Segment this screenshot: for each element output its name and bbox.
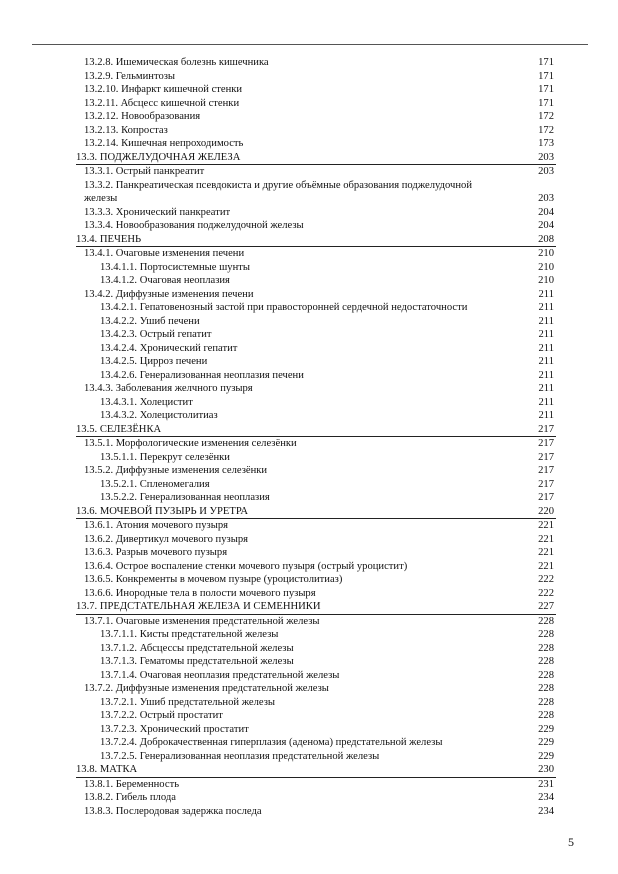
- toc-entry-page: 227: [538, 601, 554, 612]
- toc-entry-label: 13.7.2.2. Острый простатит: [100, 710, 223, 721]
- toc-entry-page: 208: [538, 233, 554, 245]
- toc-entry[interactable]: [76, 587, 556, 601]
- toc-entry[interactable]: [76, 669, 556, 683]
- toc-entry[interactable]: [76, 736, 556, 750]
- toc-entry[interactable]: [76, 478, 556, 492]
- toc-entry-label: 13.2.10. Инфаркт кишечной стенки: [84, 84, 243, 95]
- toc-entry[interactable]: [76, 247, 556, 261]
- toc-entry-page: 203: [538, 166, 554, 177]
- toc-entry[interactable]: [76, 615, 556, 629]
- toc-entry-label: 13.7. ПРЕДСТАТЕЛЬНАЯ ЖЕЛЕЗА И СЕМЕННИКИ: [76, 601, 321, 612]
- toc-section-entry[interactable]: [76, 151, 556, 166]
- toc-entry-page: 228: [538, 642, 554, 654]
- toc-section-entry[interactable]: [76, 423, 556, 438]
- toc-entry-page: 231: [538, 778, 554, 790]
- toc-entry-page: 217: [538, 423, 554, 435]
- toc-entry[interactable]: [76, 56, 556, 70]
- toc-entry[interactable]: [76, 288, 556, 302]
- toc-entry-label: 13.2.8. Ишемическая болезнь кишечника: [84, 57, 269, 68]
- toc-entry-label: 13.2.9. Гельминтозы: [84, 70, 176, 82]
- toc-entry-page: 222: [538, 587, 554, 599]
- toc-entry-page: 228: [538, 683, 554, 694]
- toc-entry[interactable]: [76, 165, 556, 179]
- toc-entry-page: 228: [538, 656, 554, 667]
- toc-entry-page: 211: [538, 288, 554, 300]
- toc-entry-page: 220: [538, 505, 554, 517]
- toc-entry-label: 13.3.3. Хронический панкреатит: [84, 206, 231, 218]
- toc-entry[interactable]: [76, 219, 556, 233]
- toc-entry[interactable]: [76, 83, 556, 97]
- toc-entry-label: 13.2.12. Новообразования: [84, 111, 201, 122]
- toc-entry-label: железы: [84, 193, 118, 204]
- toc-entry-page: 211: [538, 410, 554, 421]
- toc-entry-label: 13.2.14. Кишечная непроходимость: [84, 138, 244, 149]
- toc-entry-page: 221: [538, 533, 554, 545]
- toc-entry-label: 13.4.2. Диффузные изменения печени: [84, 288, 254, 300]
- toc-entry-page: 217: [538, 438, 554, 449]
- toc-entry-label: 13.7.1.3. Гематомы предстательной железы: [100, 656, 294, 667]
- toc-entry[interactable]: [76, 464, 556, 478]
- toc-entry-page: 210: [538, 248, 554, 259]
- toc-entry-label: 13.4.2.3. Острый гепатит: [100, 329, 212, 340]
- toc-entry-page: 203: [538, 151, 554, 163]
- toc-entry[interactable]: [76, 451, 556, 465]
- toc-entry-label: 13.4.3.1. Холецистит: [100, 396, 193, 408]
- toc-entry-label: 13.6.5. Конкременты в мочевом пузыре (уроцистолитиаз): [84, 574, 343, 585]
- toc-entry-label: 13.7.2.4. Доброкачественная гиперплазия (аденома) предстательной железы: [100, 737, 443, 748]
- toc-entry-label: 13.5.2.2. Генерализованная неоплазия: [100, 492, 270, 503]
- toc-entry-page: 173: [538, 138, 554, 149]
- toc-section-entry[interactable]: [76, 233, 556, 248]
- toc-entry-label: 13.2.11. Абсцесс кишечной стенки: [84, 97, 240, 109]
- toc-entry-page: 172: [538, 124, 554, 136]
- toc-entry[interactable]: [76, 70, 556, 84]
- toc-entry-label: 13.2.13. Копростаз: [84, 124, 168, 136]
- toc-entry[interactable]: [76, 709, 556, 723]
- toc-entry-label: 13.3.1. Острый панкреатит: [84, 166, 205, 177]
- toc-entry[interactable]: [76, 778, 556, 792]
- toc-entry-label: 13.3.4. Новообразования поджелудочной железы: [84, 220, 304, 231]
- toc-entry-page: 217: [538, 492, 554, 503]
- toc-entry-page: 221: [538, 560, 554, 572]
- toc-entry-label: 13.7.1. Очаговые изменения предстательной железы: [84, 615, 320, 627]
- toc-entry[interactable]: [76, 409, 556, 423]
- toc-entry-page: 210: [538, 261, 554, 273]
- toc-entry-label: 13.4.2.1. Гепатовенозный застой при правосторонней сердечной недостаточности: [100, 302, 468, 313]
- toc-entry-label: 13.6.1. Атония мочевого пузыря: [84, 520, 228, 531]
- page-number: 5: [568, 835, 574, 849]
- toc-entry-label: 13.8.3. Послеродовая задержка последа: [84, 805, 262, 817]
- toc-entry[interactable]: [76, 206, 556, 220]
- toc-entry-page: 172: [538, 111, 554, 122]
- toc-entry-label: 13.4.2.4. Хронический гепатит: [100, 342, 238, 354]
- toc-entry-page: 171: [538, 84, 554, 95]
- toc-entry[interactable]: [76, 696, 556, 710]
- toc-entry[interactable]: [76, 750, 556, 764]
- toc-entry[interactable]: [76, 328, 556, 342]
- toc-entry-label: 13.7.2.5. Генерализованная неоплазия предстательной железы: [100, 750, 380, 762]
- toc-entry-page: 228: [538, 669, 554, 681]
- toc-entry-label: 13.7.2.3. Хронический простатит: [100, 723, 249, 735]
- toc-entry[interactable]: [76, 723, 556, 737]
- toc-entry[interactable]: [76, 110, 556, 124]
- toc-entry[interactable]: [76, 382, 556, 396]
- toc-entry-page: 171: [538, 97, 554, 109]
- toc-entry-label: 13.6.6. Инородные тела в полости мочевого пузыря: [84, 587, 316, 599]
- toc-section-entry[interactable]: [76, 505, 556, 520]
- toc-entry[interactable]: [76, 369, 556, 383]
- toc-entry-page: 211: [538, 383, 554, 394]
- toc-entry[interactable]: [76, 533, 556, 547]
- toc-entry[interactable]: [76, 560, 556, 574]
- toc-entry-label: 13.4.3.2. Холецистолитиаз: [100, 410, 218, 421]
- toc-entry[interactable]: [76, 97, 556, 111]
- toc-entry-label: 13.3.2. Панкреатическая псевдокиста и другие объёмные образования поджелудочной: [84, 179, 472, 191]
- toc-entry-page: 228: [538, 615, 554, 627]
- toc-entry[interactable]: [76, 342, 556, 356]
- toc-entry-label: 13.4.2.2. Ушиб печени: [100, 315, 200, 327]
- toc-entry-page: 210: [538, 275, 554, 286]
- toc-entry-page: 211: [538, 356, 554, 367]
- toc-entry-page: 229: [538, 737, 554, 748]
- toc-entry-page: 204: [538, 220, 554, 231]
- toc-entry-page: 211: [538, 369, 554, 381]
- toc-entry-page: 230: [538, 764, 554, 775]
- toc-entry-page: 221: [538, 520, 554, 531]
- toc-entry-page: 221: [538, 547, 554, 558]
- toc-entry-label: 13.7.1.4. Очаговая неоплазия предстательной железы: [100, 669, 340, 681]
- toc-entry-label: 13.6. МОЧЕВОЙ ПУЗЫРЬ И УРЕТРА: [76, 505, 249, 517]
- toc-entry-page: 204: [538, 206, 554, 218]
- toc-entry-label: 13.3. ПОДЖЕЛУДОЧНАЯ ЖЕЛЕЗА: [76, 151, 241, 163]
- toc-entry-label: 13.4.1. Очаговые изменения печени: [84, 248, 245, 259]
- toc-entry-page: 171: [538, 57, 554, 68]
- toc-entry[interactable]: [76, 519, 556, 533]
- toc-entry[interactable]: [76, 192, 556, 206]
- toc-entry-page: 228: [538, 710, 554, 721]
- toc-entry[interactable]: [76, 546, 556, 560]
- toc-entry-page: 217: [538, 451, 554, 463]
- toc-entry-label: 13.5.1. Морфологические изменения селезёнки: [84, 438, 297, 449]
- toc-entry[interactable]: [76, 642, 556, 656]
- toc-entry-page: 217: [538, 478, 554, 490]
- toc-entry-label: 13.8. МАТКА: [76, 764, 138, 775]
- toc-entry[interactable]: [76, 274, 556, 288]
- toc-entry[interactable]: [76, 628, 556, 642]
- toc-entry-label: 13.5.2.1. Спленомегалия: [100, 478, 210, 490]
- toc-entry-page: 211: [538, 329, 554, 340]
- toc-entry[interactable]: [76, 791, 556, 805]
- toc-entry-label: 13.6.3. Разрыв мочевого пузыря: [84, 547, 228, 558]
- toc-entry-label: 13.4. ПЕЧЕНЬ: [76, 233, 142, 245]
- toc-entry-label: 13.6.4. Острое воспаление стенки мочевого пузыря (острый уроцистит): [84, 560, 408, 572]
- toc-entry-label: 13.4.2.6. Генерализованная неоплазия печени: [100, 369, 304, 381]
- toc-entry[interactable]: [76, 137, 556, 151]
- toc-entry-page: 234: [538, 805, 554, 817]
- toc-entry-label: 13.4.3. Заболевания желчного пузыря: [84, 383, 253, 394]
- toc-entry[interactable]: [76, 491, 556, 505]
- toc-entry-page: 217: [538, 465, 554, 476]
- toc-entry-label: 13.5. СЕЛЕЗЁНКА: [76, 423, 162, 435]
- toc-entry[interactable]: [76, 396, 556, 410]
- toc-entry[interactable]: [76, 179, 556, 193]
- header-rule: [32, 44, 588, 45]
- toc-entry-page: 229: [538, 723, 554, 735]
- toc-entry-page: 211: [538, 342, 554, 354]
- toc-entry-page: 211: [538, 396, 554, 408]
- toc-entry-page: 228: [538, 696, 554, 708]
- toc-entry[interactable]: [76, 805, 556, 819]
- toc-entry[interactable]: [76, 437, 556, 451]
- toc-entry-page: 203: [538, 193, 554, 204]
- toc-entry-label: 13.4.2.5. Цирроз печени: [100, 356, 208, 367]
- toc-entry-page: 211: [538, 302, 554, 313]
- toc-entry-label: 13.8.2. Гибель плода: [84, 792, 176, 803]
- toc-entry-label: 13.4.1.2. Очаговая неоплазия: [100, 275, 230, 286]
- toc-entry-label: 13.7.1.1. Кисты предстательной железы: [100, 629, 279, 640]
- toc-entry[interactable]: [76, 261, 556, 275]
- toc-entry[interactable]: [76, 573, 556, 587]
- toc-entry-page: 234: [538, 792, 554, 803]
- toc-entry-label: 13.7.2. Диффузные изменения предстательной железы: [84, 683, 329, 694]
- toc-entry[interactable]: [76, 301, 556, 315]
- toc-entry[interactable]: [76, 655, 556, 669]
- toc-entry-label: 13.5.2. Диффузные изменения селезёнки: [84, 465, 268, 476]
- table-of-contents: [76, 56, 556, 818]
- toc-entry[interactable]: [76, 682, 556, 696]
- toc-entry-label: 13.7.1.2. Абсцессы предстательной железы: [100, 642, 294, 654]
- toc-entry-label: 13.6.2. Дивертикул мочевого пузыря: [84, 533, 248, 545]
- toc-entry-label: 13.8.1. Беременность: [84, 778, 180, 790]
- toc-section-entry[interactable]: [76, 763, 556, 778]
- toc-entry-page: 229: [538, 750, 554, 762]
- toc-section-entry[interactable]: [76, 600, 556, 615]
- toc-entry-page: 171: [538, 70, 554, 82]
- toc-entry[interactable]: [76, 355, 556, 369]
- toc-entry-page: 211: [538, 315, 554, 327]
- toc-entry-label: 13.7.2.1. Ушиб предстательной железы: [100, 696, 276, 708]
- toc-entry[interactable]: [76, 315, 556, 329]
- toc-entry-label: 13.5.1.1. Перекрут селезёнки: [100, 451, 230, 463]
- toc-entry-page: 222: [538, 574, 554, 585]
- toc-entry-label: 13.4.1.1. Портосистемные шунты: [100, 261, 250, 273]
- toc-entry[interactable]: [76, 124, 556, 138]
- toc-entry-page: 228: [538, 629, 554, 640]
